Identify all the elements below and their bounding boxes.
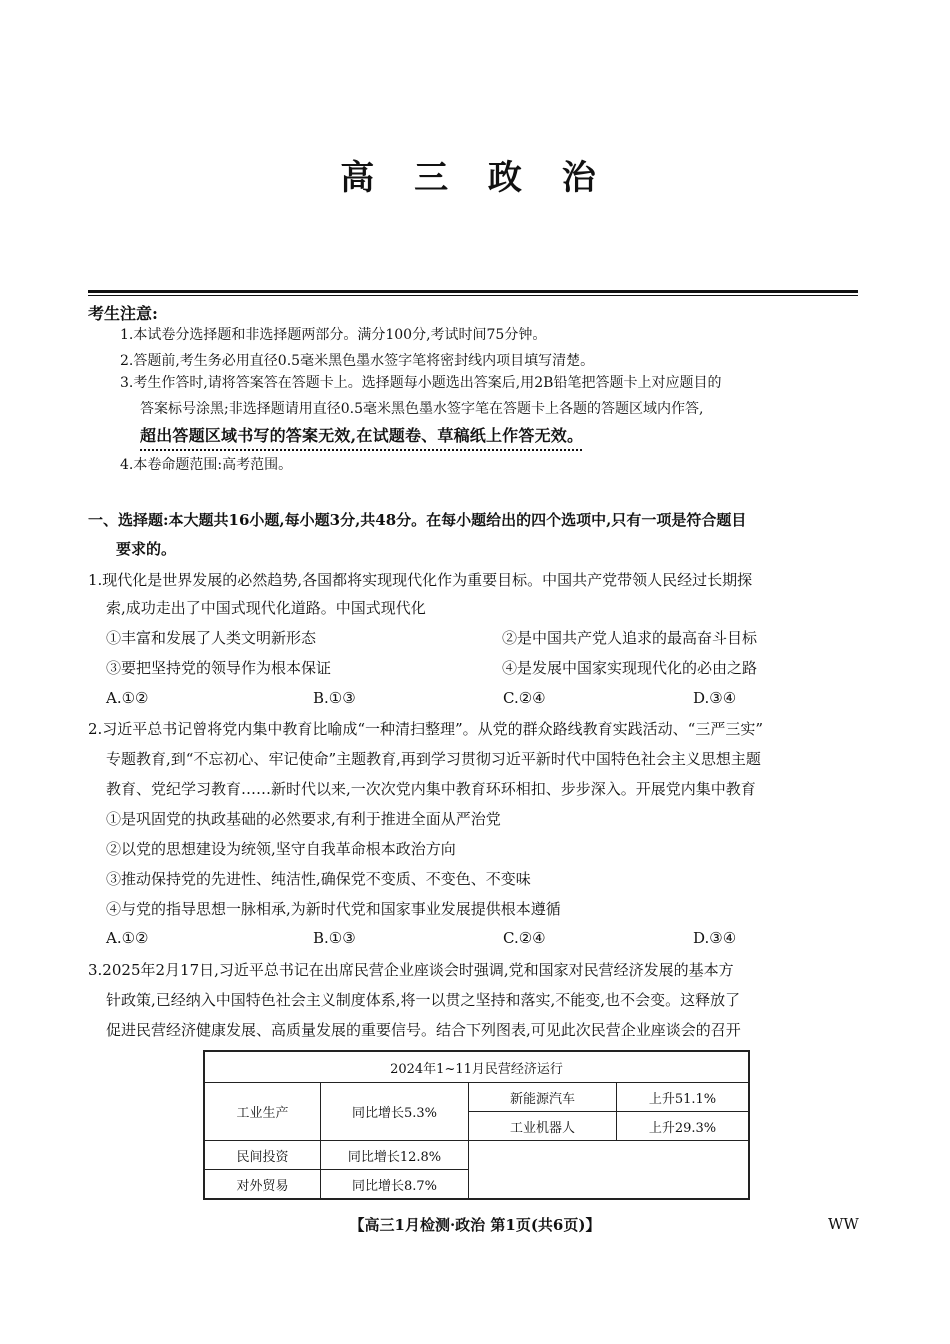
table-cell-robot-value: 上升29.3% [617,1112,750,1141]
notice-heading: 考生注意: [88,304,158,323]
question-1-option-b[interactable]: B.①③ [313,689,356,707]
question-1-stem-line-2: 索,成功走出了中国式现代化道路。中国式现代化 [106,599,426,617]
question-1-item-3: ③要把坚持党的领导作为根本保证 [106,659,332,677]
question-1-option-a[interactable]: A.①② [106,689,149,707]
question-2-option-b[interactable]: B.①③ [313,929,356,947]
notice-warning: 超出答题区域书写的答案无效,在试题卷、草稿纸上作答无效。 [140,426,584,445]
question-2-item-2: ②以党的思想建设为统领,坚守自我革命根本政治方向 [106,840,456,858]
question-2-item-1: ①是巩固党的执政基础的必然要求,有利于推进全面从严治党 [106,810,501,828]
notice-item-3: 3.考生作答时,请将答案答在答题卡上。选择题每小题选出答案后,用2B铅笔把答题卡上对应题目的 [120,375,722,391]
question-2-item-3: ③推动保持党的先进性、纯洁性,确保党不变质、不变色、不变味 [106,870,531,888]
question-1-option-c[interactable]: C.②④ [503,689,546,707]
page-title: 高 三 政 治 [340,158,610,198]
section-heading: 一、选择题:本大题共16小题,每小题3分,共48分。在每小题给出的四个选项中,只有一项是符合题目 [88,511,747,529]
question-2-option-a[interactable]: A.①② [106,929,149,947]
notice-item-3-cont: 答案标号涂黑;非选择题请用直径0.5毫米黑色墨水签字笔在答题卡上各题的答题区域内作答, [140,401,704,417]
page-footer: 【高三1月检测·政治 第1页(共6页)】 [349,1216,601,1234]
question-2-stem-line-2: 专题教育,到“不忘初心、牢记使命”主题教育,再到学习贯彻习近平新时代中国特色社会主义思想主题 [106,750,761,768]
question-2-item-4: ④与党的指导思想一脉相承,为新时代党和国家事业发展提供根本遵循 [106,900,561,918]
table-cell-empty [469,1141,750,1200]
table-cell-invest-value: 同比增长12.8% [321,1141,469,1170]
notice-item-1: 1.本试卷分选择题和非选择题两部分。满分100分,考试时间75分钟。 [120,327,547,343]
table-cell-trade-value: 同比增长8.7% [321,1170,469,1200]
table-cell-invest-label: 民间投资 [204,1141,321,1170]
table-cell-trade-label: 对外贸易 [204,1170,321,1200]
table-cell-nev-value: 上升51.1% [617,1083,750,1112]
section-heading-cont: 要求的。 [116,540,177,558]
corner-mark: WW [828,1215,859,1233]
question-2-option-c[interactable]: C.②④ [503,929,546,947]
question-1-item-1: ①丰富和发展了人类文明新形态 [106,629,317,647]
table-cell-industry-label: 工业生产 [204,1083,321,1141]
economy-table [203,1050,750,1200]
question-3-stem-line-1: 3.2025年2月17日,习近平总书记在出席民营企业座谈会时强调,党和国家对民营经济发展的基本方 [88,961,734,979]
notice-item-4: 4.本卷命题范围:高考范围。 [120,457,293,473]
table-caption: 2024年1~11月民营经济运行 [204,1051,749,1083]
question-2-stem-line-3: 教育、党纪学习教育……新时代以来,一次次党内集中教育环环相扣、步步深入。开展党内集中教育 [106,780,756,798]
header-rule-thin [88,295,858,296]
header-rule-thick [88,290,858,293]
notice-item-2: 2.答题前,考生务必用直径0.5毫米黑色墨水签字笔将密封线内项目填写清楚。 [120,353,595,369]
question-1-stem-line-1: 1.现代化是世界发展的必然趋势,各国都将实现现代化作为重要目标。中国共产党带领人民经过长期探 [88,571,753,589]
question-3-stem-line-3: 促进民营经济健康发展、高质量发展的重要信号。结合下列图表,可见此次民营企业座谈会的召开 [106,1021,741,1039]
question-1-item-4: ④是发展中国家实现现代化的必由之路 [502,659,758,677]
question-1-option-d[interactable]: D.③④ [693,689,737,707]
question-1-item-2: ②是中国共产党人追求的最高奋斗目标 [502,629,758,647]
table-cell-industry-value: 同比增长5.3% [321,1083,469,1141]
question-2-option-d[interactable]: D.③④ [693,929,737,947]
table-cell-robot-label: 工业机器人 [469,1112,617,1141]
question-3-stem-line-2: 针政策,已经纳入中国特色社会主义制度体系,将一以贯之坚持和落实,不能变,也不会变。这释放了 [106,991,741,1009]
question-2-stem-line-1: 2.习近平总书记曾将党内集中教育比喻成“一种清扫整理”。从党的群众路线教育实践活动、“三严三实” [88,720,763,738]
table-cell-nev-label: 新能源汽车 [469,1083,617,1112]
